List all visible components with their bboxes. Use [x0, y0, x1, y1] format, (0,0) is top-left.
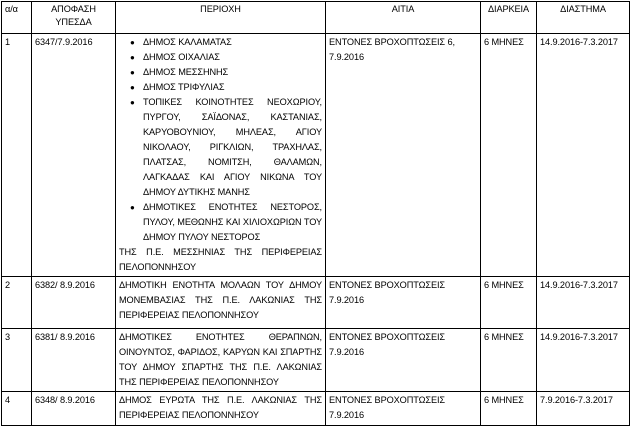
- bullet-icon: ●: [130, 68, 135, 77]
- cell-aa: 2: [2, 277, 32, 329]
- cell-area: ΔΗΜΟΤΙΚΗ ΕΝΟΤΗΤΑ ΜΟΛΑΩΝ ΤΟΥ ΔΗΜΟΥ ΜΟΝΕΜΒΑΣΙΑΣ ΤΗΣ Π.Ε. ΛΑΚΩΝΙΑΣ ΤΗΣ ΠΕΡΙΦΕΡΕΙΑΣ ΠΕΛΟΠΟΝΝΗΣΟΥ: [116, 277, 326, 329]
- table-row: [2, 392, 630, 426]
- cell-aa: 4: [2, 392, 32, 426]
- bullet-icon: ●: [130, 203, 135, 212]
- cell-cause: ΕΝΤΟΝΕΣ ΒΡΟΧΟΠΤΩΣΕΙΣ 7.9.2016: [326, 277, 481, 329]
- cell-period: 7.9.2016-7.3.2017: [537, 392, 630, 426]
- cell-aa: 3: [2, 329, 32, 392]
- area-list: [119, 35, 322, 245]
- list-item: [130, 200, 322, 245]
- bullet-icon: ●: [130, 53, 135, 62]
- header-duration: ΔΙΑΡΚΕΙΑ: [481, 2, 537, 34]
- header-cause: ΑΙΤΙΑ: [326, 2, 481, 34]
- cell-area: [116, 34, 326, 277]
- emergency-declarations-table: [1, 1, 630, 426]
- table-row: [2, 34, 630, 277]
- cell-duration: 6 ΜΗΝΕΣ: [481, 392, 537, 426]
- list-item: [130, 35, 322, 50]
- cell-cause: ΕΝΤΟΝΕΣ ΒΡΟΧΟΠΤΩΣΕΙΣ 7.9.2016: [326, 392, 481, 426]
- header-decision: ΑΠΟΦΑΣΗ ΥΠΕΣΔΑ: [32, 2, 116, 34]
- header-aa: α/α: [2, 2, 32, 34]
- table-header-row: [2, 2, 630, 34]
- cell-decision: 6381/ 8.9.2016: [32, 329, 116, 392]
- area-item-text: ΤΟΠΙΚΕΣ ΚΟΙΝΟΤΗΤΕΣ ΝΕΟΧΩΡΙΟΥ, ΠΥΡΓΟΥ, ΣΑΪΔΟΝΑΣ, ΚΑΣΤΑΝΙΑΣ, ΚΑΡΥΟΒΟΥΝΙΟΥ, ΜΗΛΕΑΣ, ΑΓΙΟΥ ΝΙΚΟΛΑΟΥ, ΡΙΓΚΛΙΩΝ, ΤΡΑΧΗΛΑΣ, ΠΛΑΤΣΑΣ, ΝΟΜΙΤΣΗ, ΘΑΛΑΜΩΝ, ΛΑΓΚΑΔΑΣ ΚΑΙ ΑΓΙΟΥ ΝΙΚΩΝΑ ΤΟΥ ΔΗΜΟΥ ΔΥΤΙΚΗΣ ΜΑΝΗΣ: [143, 97, 322, 197]
- cell-period: 14.9.2016-7.3.2017: [537, 329, 630, 392]
- list-item: [130, 50, 322, 65]
- cell-decision: 6382/ 8.9.2016: [32, 277, 116, 329]
- cell-decision: 6348/ 8.9.2016: [32, 392, 116, 426]
- bullet-icon: ●: [130, 38, 135, 47]
- area-item-text: ΔΗΜΟΣ ΚΑΛΑΜΑΤΑΣ: [143, 37, 232, 47]
- bullet-icon: ●: [130, 83, 135, 92]
- area-tail-text: ΤΗΣ Π.Ε. ΜΕΣΣΗΝΙΑΣ ΤΗΣ ΠΕΡΙΦΕΡΕΙΑΣ ΠΕΛΟΠΟΝΝΗΣΟΥ: [119, 247, 322, 272]
- cell-duration: 6 ΜΗΝΕΣ: [481, 329, 537, 392]
- list-item: [130, 80, 322, 95]
- bullet-icon: ●: [130, 98, 135, 107]
- cell-area: ΔΗΜΟΤΙΚΕΣ ΕΝΟΤΗΤΕΣ ΘΕΡΑΠΝΩΝ, ΟΙΝΟΥΝΤΟΣ, ΦΑΡΙΔΟΣ, ΚΑΡΥΩΝ ΚΑΙ ΣΠΑΡΤΗΣ ΤΟΥ ΔΗΜΟΥ ΣΠΑΡΤΗΣ ΤΗΣ Π.Ε. ΛΑΚΩΝΙΑΣ ΤΗΣ ΠΕΡΙΦΕΡΕΙΑΣ ΠΕΛΟΠΟΝΝΗΣΟΥ: [116, 329, 326, 392]
- table-row: [2, 329, 630, 392]
- cell-cause: ΕΝΤΟΝΕΣ ΒΡΟΧΟΠΤΩΣΕΙΣ 6, 7.9.2016: [326, 34, 481, 277]
- cell-duration: 6 ΜΗΝΕΣ: [481, 277, 537, 329]
- cell-period: 14.9.2016-7.3.2017: [537, 34, 630, 277]
- cell-aa: 1: [2, 34, 32, 277]
- list-item: [130, 95, 322, 200]
- list-item: [130, 65, 322, 80]
- cell-period: 14.9.2016-7.3.2017: [537, 277, 630, 329]
- area-item-text: ΔΗΜΟΣ ΟΙΧΑΛΙΑΣ: [143, 52, 220, 62]
- area-item-text: ΔΗΜΟΣ ΤΡΙΦΥΛΙΑΣ: [143, 82, 225, 92]
- cell-decision: 6347/7.9.2016: [32, 34, 116, 277]
- cell-cause: ΕΝΤΟΝΕΣ ΒΡΟΧΟΠΤΩΣΕΙΣ 7.9.2016: [326, 329, 481, 392]
- area-item-text: ΔΗΜΟΤΙΚΕΣ ΕΝΟΤΗΤΕΣ ΝΕΣΤΟΡΟΣ, ΠΥΛΟΥ, ΜΕΘΩΝΗΣ ΚΑΙ ΧΙΛΙΟΧΩΡΙΩΝ ΤΟΥ ΔΗΜΟΥ ΠΥΛΟΥ ΝΕΣΤΟΡΟΣ: [143, 202, 322, 242]
- header-area: ΠΕΡΙΟΧΗ: [116, 2, 326, 34]
- cell-duration: 6 ΜΗΝΕΣ: [481, 34, 537, 277]
- cell-area: ΔΗΜΟΣ ΕΥΡΩΤΑ ΤΗΣ Π.Ε. ΛΑΚΩΝΙΑΣ ΤΗΣ ΠΕΡΙΦΕΡΕΙΑΣ ΠΕΛΟΠΟΝΝΗΣΟΥ: [116, 392, 326, 426]
- header-period: ΔΙΑΣΤΗΜΑ: [537, 2, 630, 34]
- table-row: [2, 277, 630, 329]
- area-item-text: ΔΗΜΟΣ ΜΕΣΣΗΝΗΣ: [143, 67, 229, 77]
